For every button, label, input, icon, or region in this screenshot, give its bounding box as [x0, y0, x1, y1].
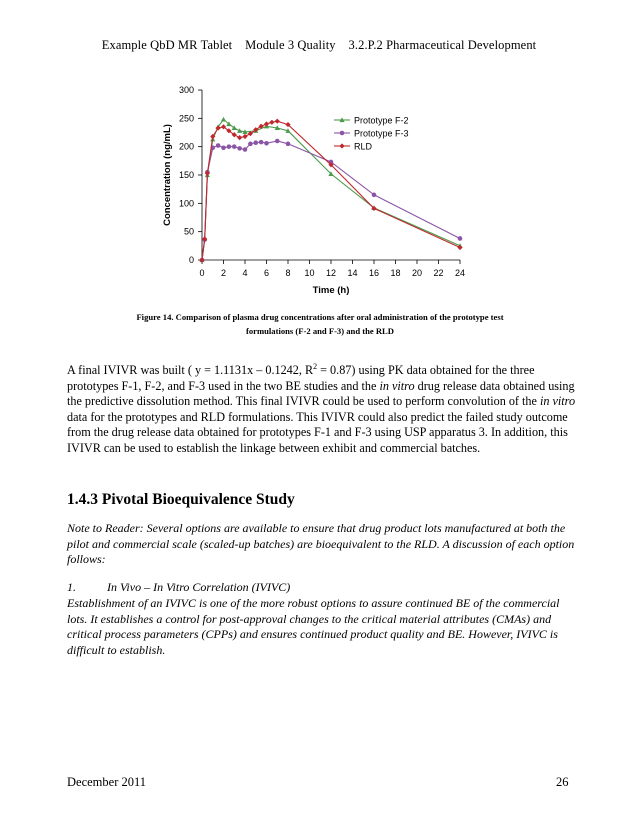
x-tick-label: 8: [285, 268, 291, 278]
concentration-chart: [150, 78, 480, 300]
data-point: [237, 146, 242, 151]
x-tick-label: 20: [411, 268, 423, 278]
data-point: [242, 134, 247, 139]
list-item-number: 1.: [67, 580, 76, 594]
series-rld: [199, 119, 462, 263]
legend-label: Prototype F-2: [354, 115, 409, 126]
y-axis-label: Concentration (ng/mL): [162, 124, 173, 226]
data-point: [237, 128, 242, 133]
x-tick-label: 2: [220, 268, 227, 278]
ivivr-paragraph: [67, 359, 577, 457]
ivivr-italic-1: in vitro: [379, 378, 415, 393]
data-point: [243, 147, 248, 152]
legend-marker: [340, 131, 345, 136]
note-to-reader: Note to Reader: Several options are available to ensure that drug product lots manufactured at both the pilot and commercial scale (scaled-up batches) are bioequivalent to the RLD. A discussion of each option follows:: [67, 521, 575, 567]
x-tick-label: 16: [368, 268, 380, 278]
y-tick-label: 200: [178, 141, 194, 152]
data-point: [264, 121, 269, 126]
x-tick-label: 6: [263, 268, 270, 278]
r-squared-superscript: 2: [313, 362, 318, 371]
y-axis-ticks: [179, 85, 202, 265]
chart-legend: [334, 115, 409, 151]
footer-page-number: 26: [556, 775, 569, 789]
data-point: [227, 144, 232, 149]
figure-caption-line-2: formulations (F-2 and F-3) and the RLD: [245, 326, 394, 336]
data-point: [221, 117, 226, 122]
figure-caption-line-1: Figure 14. Comparison of plasma drug concentrations after oral administration of the prototype test: [136, 312, 504, 322]
x-tick-label: 14: [347, 268, 358, 278]
series-line: [202, 141, 460, 260]
data-point: [457, 245, 462, 250]
ivivr-text-4: data for the prototypes and RLD formulations. This IVIVR could also predict the failed study outcome from the drug release data obtained for prototypes F-1 and F-3 using USP apparatus 3. In addition, this IVIVR can be used to establish the linkage between exhibit and commercial batches.: [67, 409, 568, 456]
data-point: [458, 236, 463, 241]
data-point: [221, 146, 226, 151]
x-tick-label: 0: [199, 268, 205, 278]
x-tick-label: 18: [390, 268, 401, 278]
data-point: [253, 140, 258, 145]
data-point: [269, 120, 274, 125]
y-tick-label: 300: [178, 85, 194, 95]
data-point: [216, 143, 221, 148]
series-layer: [199, 117, 462, 263]
data-point: [372, 193, 377, 198]
legend-label: RLD: [354, 141, 373, 152]
data-point: [237, 135, 242, 140]
series-prototype-f-3: [200, 139, 463, 263]
x-tick-label: 12: [325, 268, 337, 278]
data-point: [248, 142, 253, 147]
x-axis-label: Time (h): [312, 285, 350, 296]
legend-entry: [334, 115, 409, 125]
series-line: [202, 120, 460, 261]
ivivc-paragraph: Establishment of an IVIVC is one of the more robust options to assure continued BE of the commercial lots. It establishes a control for post-approval changes to the critical material attributes (CMAs) and critical process parameters (CPPs) and ensures continued product quality and BE. However, IVIVC is difficult to establish.: [67, 596, 560, 657]
figure-caption: [90, 310, 550, 338]
x-axis-ticks: [199, 260, 465, 278]
data-point: [275, 139, 280, 144]
data-point: [232, 144, 237, 149]
legend-entry: [334, 128, 409, 138]
ivivr-text-2: = 0.87) using PK data obtained for the three prototypes F-1, F-2, and F-3 used in the two BE studies and the: [67, 363, 535, 393]
data-point: [275, 119, 280, 124]
list-item-ivivc: [67, 580, 577, 595]
list-item-title: In Vivo – In Vitro Correlation (IVIVC): [107, 580, 291, 594]
data-point: [264, 141, 269, 146]
x-tick-label: 4: [242, 268, 248, 278]
chart-svg: [150, 78, 480, 300]
legend-marker: [339, 143, 344, 148]
section-heading: 1.4.3 Pivotal Bioequivalence Study: [67, 491, 295, 508]
legend-entry: [334, 141, 373, 151]
page-header: Example QbD MR Tablet Module 3 Quality 3.2.P.2 Pharmaceutical Development: [101, 38, 537, 52]
y-tick-label: 100: [178, 198, 194, 209]
y-tick-label: 50: [183, 226, 194, 237]
x-tick-label: 10: [304, 268, 315, 278]
legend-label: Prototype F-3: [354, 128, 409, 139]
footer-date: December 2011: [67, 775, 147, 789]
y-tick-label: 250: [178, 113, 194, 124]
x-tick-label: 24: [454, 268, 466, 278]
data-point: [259, 140, 264, 145]
x-tick-label: 22: [433, 268, 444, 278]
series-line: [202, 121, 460, 260]
data-point: [286, 142, 291, 147]
ivivr-text-3: drug release data obtained using the predictive dissolution method. This final IVIVR could be used to perform convolution of the: [67, 378, 575, 409]
ivivr-text-1: A final IVIVR was built ( y = 1.1131x – 0.1242, R: [67, 363, 314, 378]
y-tick-label: 150: [178, 170, 194, 180]
y-tick-label: 0: [188, 255, 194, 265]
ivivr-italic-2: in vitro: [539, 394, 576, 409]
